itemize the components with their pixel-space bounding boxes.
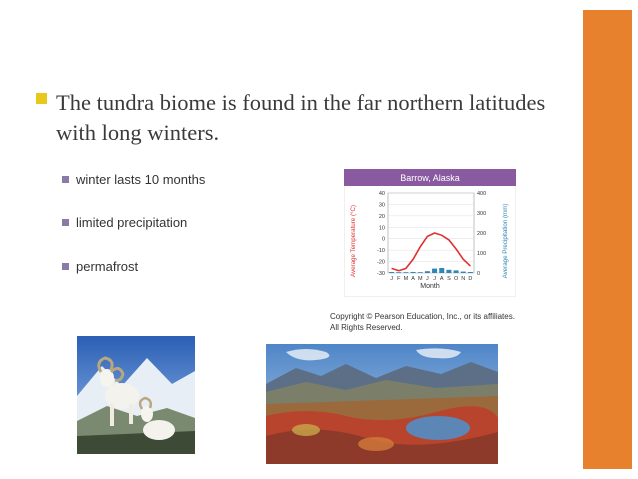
copyright-line: Copyright © Pearson Education, Inc., or its affiliates. — [330, 312, 515, 321]
month-label: J — [426, 276, 429, 282]
left-tick-label: -20 — [377, 259, 385, 266]
left-tick-label: 0 — [381, 236, 385, 243]
precipitation-bar — [439, 268, 444, 273]
right-tick-label: 100 — [477, 251, 487, 257]
left-tick-label: -30 — [377, 271, 385, 277]
sub-bullet-text: winter lasts 10 months — [76, 172, 206, 187]
month-label: D — [468, 276, 473, 282]
precipitation-bar — [454, 270, 459, 273]
left-axis-label: Average Temperature (°C) — [350, 204, 357, 278]
month-label: N — [461, 276, 466, 282]
left-tick-label: 20 — [378, 213, 385, 220]
month-label: M — [417, 276, 423, 282]
precipitation-bar — [468, 272, 473, 273]
precipitation-bar — [403, 272, 408, 273]
chart-title: Barrow, Alaska — [400, 173, 460, 183]
month-label: S — [447, 276, 451, 282]
sub-bullet-text: permafrost — [76, 259, 139, 274]
left-tick-label: 40 — [378, 191, 385, 197]
right-tick-label: 400 — [477, 191, 487, 197]
month-label: J — [390, 276, 393, 282]
precipitation-bar — [432, 269, 437, 273]
month-label: A — [411, 276, 415, 282]
right-tick-label: 300 — [477, 211, 487, 217]
month-label: A — [439, 276, 444, 282]
copyright-notice — [330, 312, 570, 333]
precipitation-bar — [425, 271, 430, 273]
chart-grid — [388, 193, 474, 273]
month-label: O — [453, 276, 459, 282]
right-tick-label: 0 — [477, 271, 481, 277]
dall-sheep-photo — [77, 336, 195, 454]
square-bullet-icon — [62, 219, 69, 226]
left-tick-label: 10 — [378, 225, 385, 232]
square-bullet-icon — [62, 176, 69, 183]
month-label: J — [433, 276, 436, 282]
month-label: M — [403, 276, 409, 282]
plot-area — [388, 193, 474, 273]
precipitation-bar — [411, 272, 416, 273]
climate-chart — [344, 169, 516, 297]
left-tick-label: -10 — [377, 248, 385, 255]
precipitation-bar — [396, 272, 401, 273]
precipitation-bar — [418, 272, 423, 273]
precipitation-bar — [461, 272, 466, 273]
copyright-line: All Rights Reserved. — [330, 322, 403, 332]
precipitation-bar — [389, 272, 394, 273]
tundra-landscape-photo — [266, 344, 498, 464]
main-bullet-text: The tundra biome is found in the far northern latitudes with long winters. — [56, 90, 546, 145]
month-label: F — [397, 276, 401, 282]
square-bullet-icon — [36, 93, 47, 104]
precipitation-bar — [446, 270, 451, 273]
accent-bar — [583, 10, 632, 469]
right-tick-label: 200 — [477, 231, 487, 237]
sub-bullet-text: limited precipitation — [76, 215, 188, 230]
square-bullet-icon — [62, 263, 69, 270]
right-axis-label: Average Precipitation (mm) — [502, 203, 509, 279]
left-tick-label: 30 — [378, 202, 385, 209]
x-axis-label: Month — [420, 283, 440, 290]
